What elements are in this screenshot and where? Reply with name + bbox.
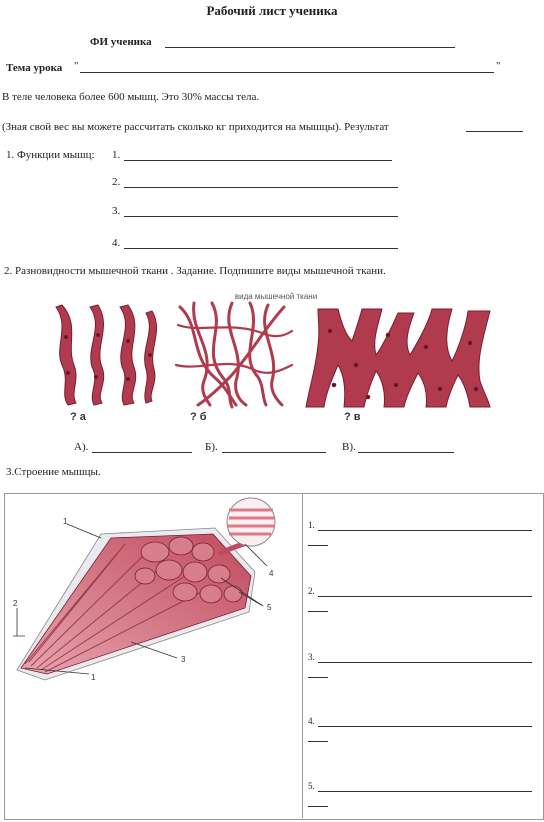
- function-num-1: 1.: [112, 149, 121, 161]
- magnified-fibril: [227, 498, 275, 546]
- figure-caption: вида мышечной ткани: [234, 292, 318, 301]
- figure-label-a: ? а: [70, 411, 86, 423]
- structure-answer-num-1: 1.: [308, 520, 315, 530]
- muscle-structure-figure: [5, 494, 301, 694]
- result-field[interactable]: [466, 131, 523, 132]
- callout-1-lower: 1: [91, 673, 96, 682]
- topic-label: Тема урока: [6, 62, 63, 74]
- smooth-muscle-illustration: [56, 305, 157, 405]
- intro-line-1: В теле человека более 600 мышц. Это 30% массы тела.: [2, 91, 260, 103]
- muscle-tissue-figure: [0, 285, 544, 430]
- function-field-2[interactable]: [124, 187, 398, 188]
- answer-a-label: А).: [74, 441, 89, 453]
- structure-answer-field-2b[interactable]: [308, 611, 328, 612]
- callout-2: 2: [13, 599, 18, 608]
- function-num-2: 2.: [112, 176, 121, 188]
- callout-5: 5: [267, 603, 272, 612]
- answer-a-field[interactable]: [92, 452, 192, 453]
- topic-quote-open: ": [74, 60, 79, 72]
- function-field-3[interactable]: [124, 216, 398, 217]
- answer-b-label: Б).: [205, 441, 218, 453]
- structure-answer-field-4a[interactable]: [318, 726, 532, 727]
- structure-answer-num-2: 2.: [308, 586, 315, 596]
- task1-label: 1. Функции мышц:: [6, 149, 95, 161]
- structure-answer-field-5b[interactable]: [308, 806, 328, 807]
- structure-answer-field-2a[interactable]: [318, 596, 532, 597]
- callout-3: 3: [181, 655, 186, 664]
- topic-field[interactable]: [80, 72, 494, 73]
- task3-label: 3.Строение мышцы.: [6, 466, 101, 478]
- student-name-label: ФИ ученика: [90, 36, 152, 48]
- table-divider: [302, 493, 303, 818]
- structure-answer-field-1b[interactable]: [308, 545, 328, 546]
- answer-v-label: В).: [342, 441, 356, 453]
- structure-answer-num-4: 4.: [308, 716, 315, 726]
- student-name-field[interactable]: [165, 47, 455, 48]
- structure-answer-field-4b[interactable]: [308, 741, 328, 742]
- structure-answer-field-5a[interactable]: [318, 791, 532, 792]
- callout-4: 4: [269, 569, 274, 578]
- topic-quote-close: ": [496, 60, 501, 72]
- figure-label-v: ? в: [344, 411, 361, 423]
- skeletal-muscle-illustration: [176, 303, 292, 407]
- callout-1: 1: [63, 517, 68, 526]
- structure-answer-field-1a[interactable]: [318, 530, 532, 531]
- function-num-3: 3.: [112, 205, 121, 217]
- function-field-4[interactable]: [124, 248, 398, 249]
- structure-answer-field-3b[interactable]: [308, 677, 328, 678]
- figure-label-b: ? б: [190, 411, 207, 423]
- structure-answer-num-5: 5.: [308, 781, 315, 791]
- answer-v-field[interactable]: [358, 452, 454, 453]
- function-field-1[interactable]: [124, 160, 392, 161]
- cardiac-muscle-illustration: [306, 309, 490, 407]
- answer-b-field[interactable]: [222, 452, 326, 453]
- task2-label: 2. Разновидности мышечной ткани . Задание. Подпишите виды мышечной ткани.: [4, 265, 386, 277]
- structure-answer-num-3: 3.: [308, 652, 315, 662]
- intro-line-2: (Зная свой вес вы можете рассчитать сколько кг приходится на мышцы). Результат: [2, 121, 389, 133]
- structure-answer-field-3a[interactable]: [318, 662, 532, 663]
- page-title: Рабочий лист ученика: [206, 3, 338, 18]
- function-num-4: 4.: [112, 237, 121, 249]
